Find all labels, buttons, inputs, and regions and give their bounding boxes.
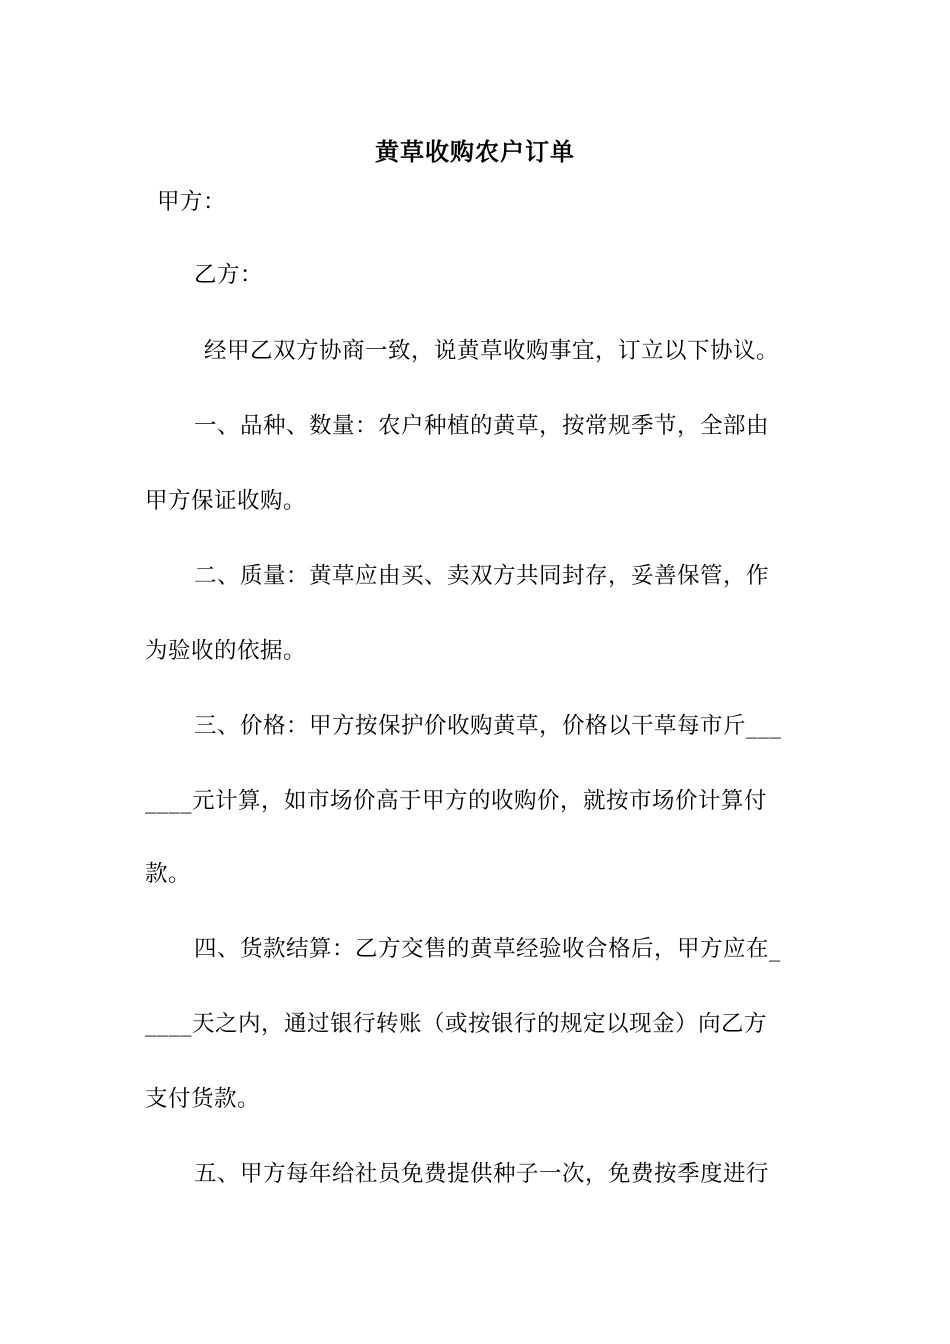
paragraph-line: 四、货款结算：乙方交售的黄草经验收合格后，甲方应在_ — [194, 936, 781, 962]
paragraph-line: ____天之内，通过银行转账（或按银行的规定以现金）向乙方 — [145, 1011, 768, 1037]
paragraph-line: 三、价格：甲方按保护价收购黄草，价格以干草每市斤___ — [194, 713, 782, 739]
paragraph-line: 二、质量：黄草应由买、卖双方共同封存，妥善保管，作 — [194, 563, 770, 589]
document-title: 黄草收购农户订单 — [375, 137, 575, 166]
paragraph-line: ____元计算，如市场价高于甲方的收购价，就按市场价计算付 — [145, 788, 768, 814]
party-a-label: 甲方： — [157, 189, 227, 215]
paragraph-line: 支付货款。 — [145, 1086, 261, 1112]
paragraph-line: 款。 — [145, 861, 192, 887]
paragraph-line: 为验收的依据。 — [145, 638, 307, 664]
party-b-label: 乙方： — [194, 262, 264, 288]
paragraph-line: 五、甲方每年给社员免费提供种子一次，免费按季度进行 — [194, 1161, 770, 1187]
paragraph-line: 经甲乙双方协商一致，说黄草收购事宜，订立以下协议。 — [204, 338, 780, 364]
paragraph-line: 一、品种、数量：农户种植的黄草，按常规季节，全部由 — [194, 413, 770, 439]
paragraph-line: 甲方保证收购。 — [145, 488, 307, 514]
